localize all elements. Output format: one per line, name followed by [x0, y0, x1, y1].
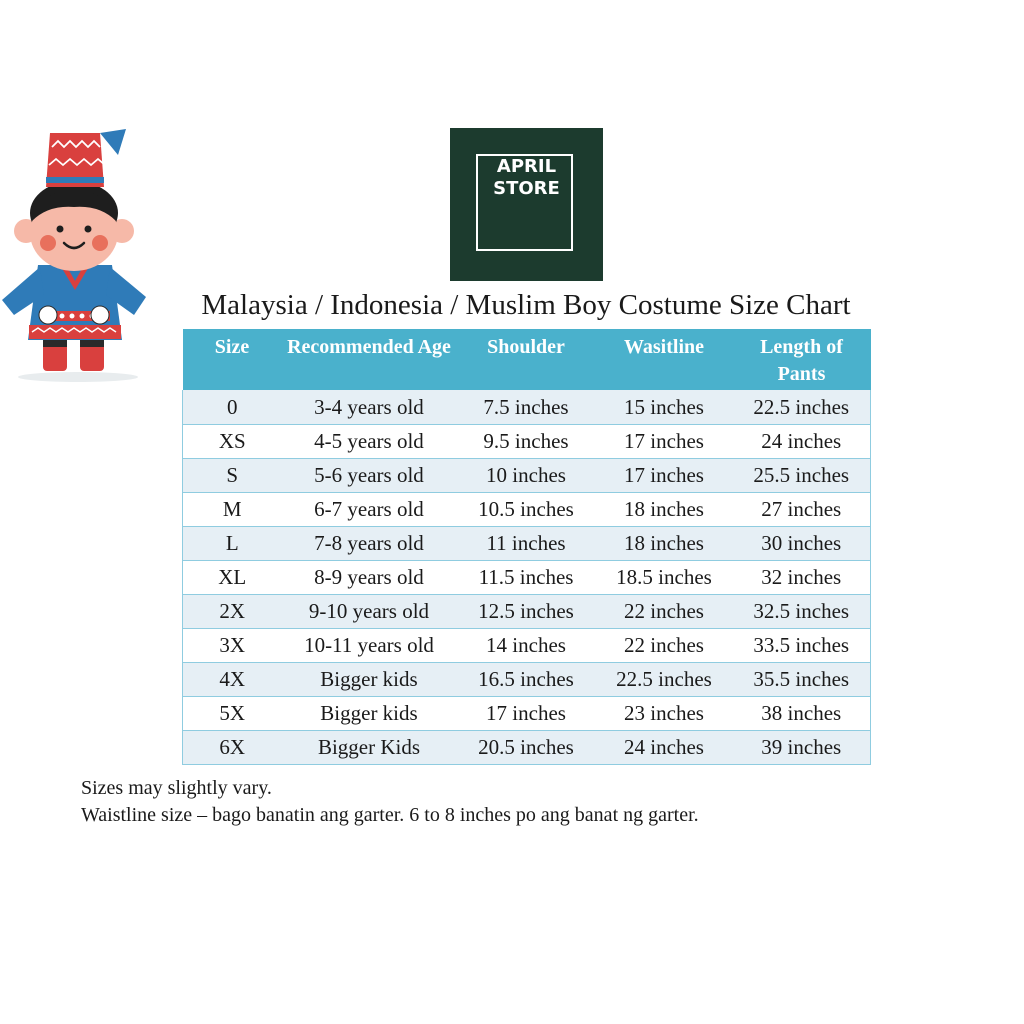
table-header-row: [183, 329, 871, 390]
cell-pants-length: 38 inches: [733, 696, 871, 730]
cell-size: 0: [183, 390, 282, 424]
cell-pants-length: 30 inches: [733, 526, 871, 560]
table-row: [183, 492, 871, 526]
cell-waistline: 24 inches: [596, 730, 733, 764]
cell-size: XL: [183, 560, 282, 594]
cell-shoulder: 10.5 inches: [457, 492, 596, 526]
cell-shoulder: 11.5 inches: [457, 560, 596, 594]
cell-size: 3X: [183, 628, 282, 662]
cell-pants-length: 39 inches: [733, 730, 871, 764]
cell-age: 8-9 years old: [282, 560, 457, 594]
note-sizes-vary: Sizes may slightly vary.: [81, 777, 272, 799]
cell-waistline: 18.5 inches: [596, 560, 733, 594]
table-row: [183, 696, 871, 730]
cell-pants-length: 27 inches: [733, 492, 871, 526]
header-waistline: Wasitline: [596, 329, 733, 390]
cell-pants-length: 32.5 inches: [733, 594, 871, 628]
cell-waistline: 15 inches: [596, 390, 733, 424]
cell-size: L: [183, 526, 282, 560]
cell-age: 6-7 years old: [282, 492, 457, 526]
logo-line-1: APRIL: [496, 156, 557, 177]
header-size: Size: [183, 329, 282, 390]
size-notes: [81, 775, 699, 829]
boy-costume-illustration: [0, 125, 150, 385]
cell-waistline: 23 inches: [596, 696, 733, 730]
cell-shoulder: 17 inches: [457, 696, 596, 730]
cell-pants-length: 25.5 inches: [733, 458, 871, 492]
cell-pants-length: 32 inches: [733, 560, 871, 594]
page-title: Malaysia / Indonesia / Muslim Boy Costume Size Chart: [201, 289, 851, 321]
table-row: [183, 730, 871, 764]
cell-age: 9-10 years old: [282, 594, 457, 628]
table-row: [183, 560, 871, 594]
header-shoulder: Shoulder: [457, 329, 596, 390]
cell-size: 5X: [183, 696, 282, 730]
cell-waistline: 17 inches: [596, 458, 733, 492]
header-recommended-age: Recommended Age: [282, 329, 457, 390]
table-row: [183, 458, 871, 492]
table-row: [183, 526, 871, 560]
table-row: [183, 390, 871, 424]
table-row: [183, 628, 871, 662]
cell-shoulder: 11 inches: [457, 526, 596, 560]
cell-age: 10-11 years old: [282, 628, 457, 662]
cell-age: Bigger kids: [282, 696, 457, 730]
cell-shoulder: 12.5 inches: [457, 594, 596, 628]
cell-waistline: 18 inches: [596, 526, 733, 560]
cell-size: 6X: [183, 730, 282, 764]
table-row: [183, 662, 871, 696]
note-waistline: Waistline size – bago banatin ang garter. 6 to 8 inches po ang banat ng garter.: [81, 804, 699, 826]
table-row: [183, 594, 871, 628]
cell-shoulder: 9.5 inches: [457, 424, 596, 458]
cell-shoulder: 16.5 inches: [457, 662, 596, 696]
april-store-logo: [450, 128, 603, 281]
cell-age: 5-6 years old: [282, 458, 457, 492]
header-length-of-pants: Length of Pants: [733, 329, 871, 390]
cell-shoulder: 10 inches: [457, 458, 596, 492]
cell-age: Bigger kids: [282, 662, 457, 696]
cell-waistline: 22.5 inches: [596, 662, 733, 696]
cell-size: 2X: [183, 594, 282, 628]
cell-pants-length: 24 inches: [733, 424, 871, 458]
cell-size: 4X: [183, 662, 282, 696]
cell-age: 4-5 years old: [282, 424, 457, 458]
cell-age: 3-4 years old: [282, 390, 457, 424]
cell-size: XS: [183, 424, 282, 458]
cell-age: Bigger Kids: [282, 730, 457, 764]
cell-size: M: [183, 492, 282, 526]
cell-shoulder: 20.5 inches: [457, 730, 596, 764]
cell-waistline: 17 inches: [596, 424, 733, 458]
cell-waistline: 18 inches: [596, 492, 733, 526]
logo-text: [450, 156, 603, 200]
size-chart-table: [182, 329, 871, 765]
cell-waistline: 22 inches: [596, 594, 733, 628]
logo-line-2: STORE: [493, 178, 560, 199]
cell-size: S: [183, 458, 282, 492]
cell-age: 7-8 years old: [282, 526, 457, 560]
cell-shoulder: 14 inches: [457, 628, 596, 662]
cell-shoulder: 7.5 inches: [457, 390, 596, 424]
cell-pants-length: 35.5 inches: [733, 662, 871, 696]
cell-waistline: 22 inches: [596, 628, 733, 662]
cell-pants-length: 22.5 inches: [733, 390, 871, 424]
table-row: [183, 424, 871, 458]
cell-pants-length: 33.5 inches: [733, 628, 871, 662]
